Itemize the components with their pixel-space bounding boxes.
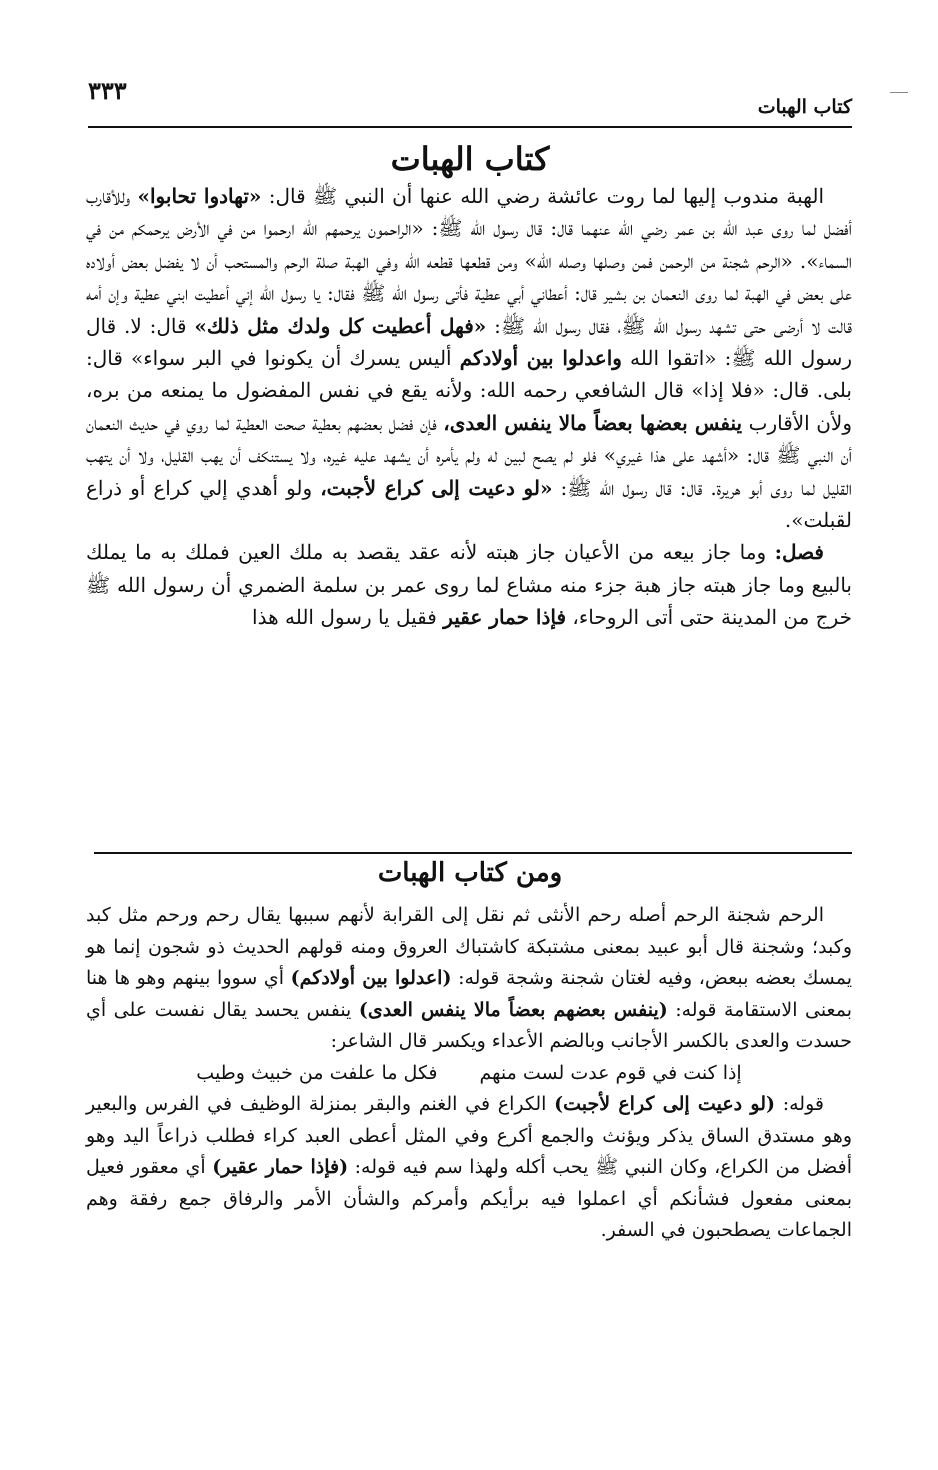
running-head: كتاب الهبات [757, 96, 852, 118]
main-text [86, 180, 852, 634]
page-number: ٣٣٣ [88, 76, 127, 105]
commentary-paragraph-2: قوله: (لو دعيت إلى كراع لأجبت) الكراع في الغنم والبقر بمنزلة الوظيف في الفرس والبعير وهو مستدق الساق يذكر ويؤنث والجمع أكرع وفي المثل أعطى العبد كراء فطلب ذراعاً اليد وهو أفضل من الكراع، وكان النبي ﷺ يحب أكله ولهذا سم فيه قوله: (فإذا حمار عقير) أي معقور فعيل بمعنى مفعول فشأنكم أي اعملوا فيه برأيكم وأمركم والشأن الأمر والرفاق جمع رفقة وهم الجماعات يصطحبون في السفر. [86, 1093, 852, 1241]
verse-hemistich-2: فكل ما علفت من خبيث وطيب [196, 1061, 438, 1084]
scan-corner-mark [890, 92, 908, 93]
chapter-title: كتاب الهبات [390, 140, 550, 178]
header-rule [88, 126, 852, 128]
verse-hemistich-1: إذا كنت في قوم عدت لست منهم [479, 1061, 742, 1084]
footnote-separator [94, 852, 852, 854]
main-paragraph-1: الهبة مندوب إليها لما روت عائشة رضي الله عنها أن النبي ﷺ قال: «تهادوا تحابوا» وللأقارب أفضل لما روى عبد الله بن عمر رضي الله عنهما قال: قال رسول الله ﷺ: «الراحمون يرحمهم الله ارحموا من في الأرض يرحمكم من في السماء». «الرحم شجنة من الرحمن فمن وصلها وصله الله» ومن قطعها قطعه الله وفي الهبة صلة الرحم والمستحب أن لا يفضل بعض أولاده على بعض في الهبة لما روى النعمان بن بشير قال: أعطاني أبي عطية فأتى رسول الله ﷺ فقال: يا رسول الله إني أعطيت ابني عطية وإن أمه قالت لا أرضى حتى تشهد رسول الله ﷺ، فقال رسول الله ﷺ: «فهل أعطيت كل ولدك مثل ذلك» قال: لا. قال رسول الله ﷺ: «اتقوا الله واعدلوا بين أولادكم أليس يسرك أن يكونوا في البر سواء» قال: بلى. قال: «فلا إذا» قال الشافعي رحمه الله: ولأنه يقع في نفس المفضول ما يمنعه من بره، ولأن الأقارب ينفس بعضها بعضاً مالا ينفس العدى، فإن فضل بعضهم بعطية صحت العطية لما روي في حديث النعمان أن النبي ﷺ قال: «أشهد على هذا غيري» فلو لم يصح لبين له ولم يأمره أن يشهد عليه غيره، ولا يستنكف أن يهب القليل، ولا أن يتهب القليل لما روى أبو هريرة. قال: قال رسول الله ﷺ: «لو دعيت إلى كراع لأجبت، ولو أهدي إلي كراع أو ذراع لقبلت». [86, 184, 852, 533]
main-paragraph-2: فصل: وما جاز بيعه من الأعيان جاز هبته لأنه عقد يقصد به ملك العين فملك به ما يملك بالبيع وما جاز هبته جاز هبة جزء منه مشاع لما روى عمر بن سلمة الضمري أن رسول الله ﷺ خرج من المدينة حتى أتى الروحاء، فإذا حمار عقير فقيل يا رسول الله هذا [86, 540, 852, 630]
commentary-paragraph-1: الرحم شجنة الرحم أصله رحم الأنثى ثم نقل إلى القرابة لأنهم سببها يقال رحم ورحم مثل كبد وكبد؛ وشجنة قال أبو عبيد بمعنى مشتبكة كاشتباك العروق ومنه قولهم الحديث ذو شجون إنما هو يمسك بعضه ببعض، وفيه لغتان شجنة وشجة قوله: (اعدلوا بين أولادكم) أي سووا بينهم وهو ها هنا بمعنى الاستقامة قوله: (ينفس بعضهم بعضاً مالا ينفس العدى) ينفس يحسد يقال نفست على أي حسدت والعدى بالكسر الأجانب وبالضم الأعداء ويكسر قال الشاعر: [86, 904, 852, 1052]
poetry-verse [86, 1058, 852, 1090]
commentary-text [86, 900, 852, 1247]
commentary-title: ومن كتاب الهبات [377, 858, 563, 888]
